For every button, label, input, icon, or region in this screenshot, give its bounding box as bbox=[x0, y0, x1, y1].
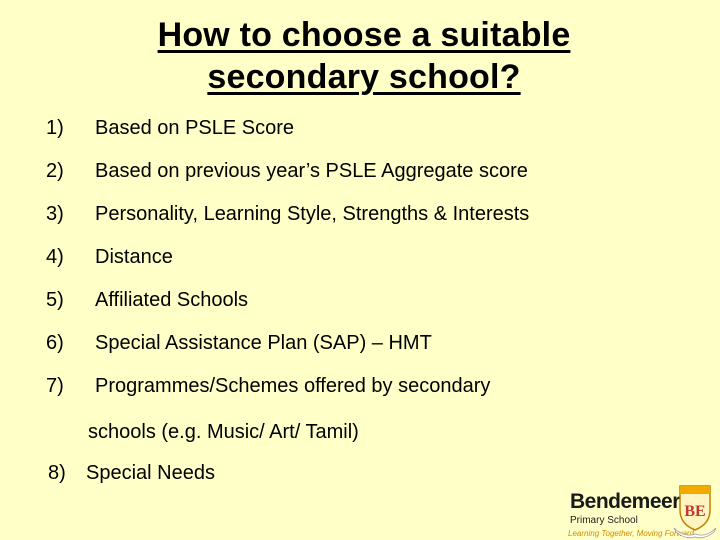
list-item-text: Special Needs bbox=[86, 462, 215, 484]
logo-brand-name: Bendemeer bbox=[570, 490, 680, 513]
list-item-number: 5) bbox=[46, 289, 64, 311]
list-item bbox=[48, 461, 215, 485]
list-item-number: 1) bbox=[46, 117, 64, 139]
slide-title bbox=[0, 14, 720, 98]
list-item-text: Special Assistance Plan (SAP) – HMT bbox=[95, 332, 432, 354]
crest-letters: BE bbox=[684, 503, 706, 520]
list-item bbox=[46, 331, 432, 355]
list-item-number: 8) bbox=[48, 462, 66, 484]
list-item bbox=[46, 374, 490, 398]
list-item bbox=[46, 159, 528, 183]
list-item-text: Programmes/Schemes offered by secondary bbox=[95, 375, 491, 397]
list-item-continuation: schools (e.g. Music/ Art/ Tamil) bbox=[88, 421, 359, 443]
list-item-text: Based on PSLE Score bbox=[95, 117, 295, 139]
list-item bbox=[46, 288, 248, 312]
list-item-text: Personality, Learning Style, Strengths & Interests bbox=[95, 203, 530, 225]
list-item bbox=[46, 245, 173, 269]
list-item-number: 7) bbox=[46, 375, 64, 397]
list-item-text: Based on previous year’s PSLE Aggregate score bbox=[95, 160, 528, 182]
logo-subtitle: Primary School bbox=[570, 515, 638, 526]
list-item-number: 3) bbox=[46, 203, 64, 225]
list-item-text: Distance bbox=[95, 246, 173, 268]
list-item-text: Affiliated Schools bbox=[95, 289, 249, 311]
list-item-number: 4) bbox=[46, 246, 64, 268]
list-item bbox=[46, 202, 529, 226]
list-item-number: 6) bbox=[46, 332, 64, 354]
title-line-1: How to choose a suitable bbox=[157, 16, 571, 54]
school-logo bbox=[564, 480, 720, 540]
title-line-2: secondary school? bbox=[207, 58, 521, 96]
logo-tagline: Learning Together, Moving Forward bbox=[568, 529, 694, 538]
list-item bbox=[46, 116, 294, 140]
school-crest-icon bbox=[670, 480, 720, 540]
list-item-number: 2) bbox=[46, 160, 64, 182]
